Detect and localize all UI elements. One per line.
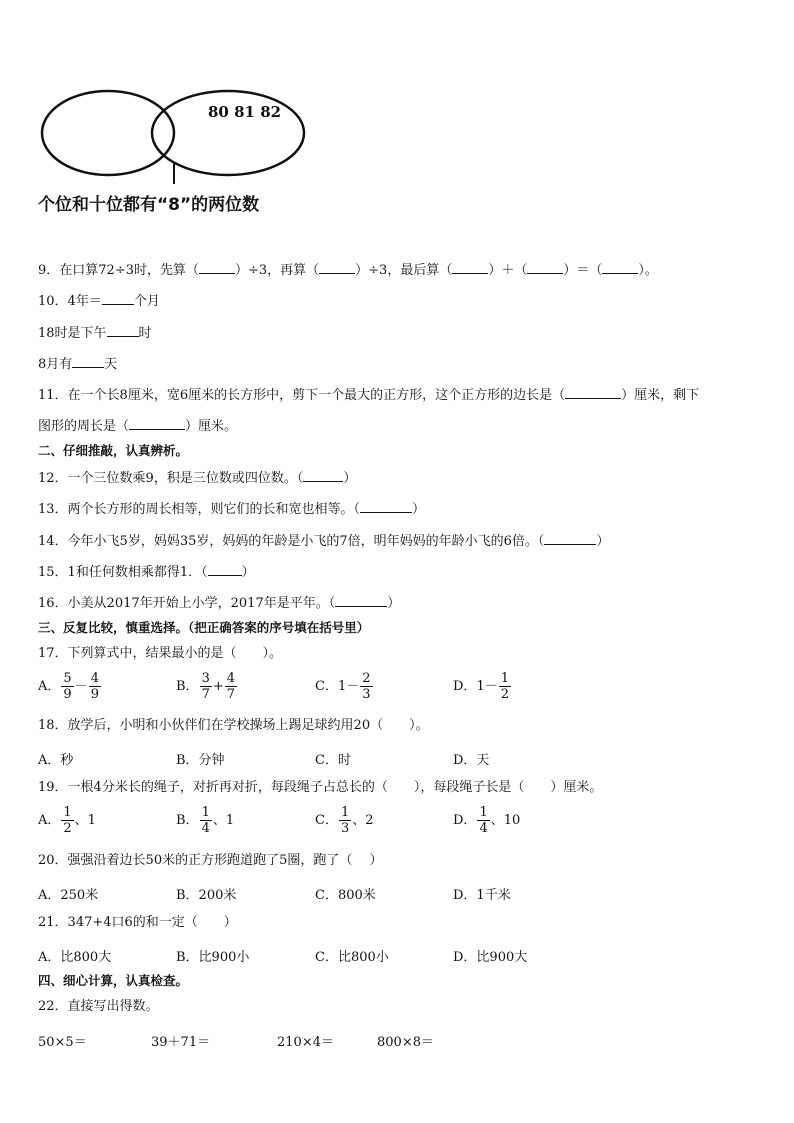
- q21-option-d[interactable]: D．比900大: [453, 950, 528, 965]
- q20-option-b[interactable]: B．200米: [176, 888, 237, 903]
- question-9: 9．在口算72÷3时，先算（ ）÷3，再算（ ）÷3，最后算（ ）＋（ ）＝（ ）。: [38, 263, 658, 278]
- answer-blank[interactable]: [602, 261, 638, 274]
- answer-blank[interactable]: [527, 261, 563, 274]
- answer-blank[interactable]: [107, 324, 139, 337]
- q18-option-d[interactable]: D．天: [453, 753, 490, 768]
- calc-item-4: 800×8＝: [377, 1035, 434, 1050]
- answer-blank[interactable]: [360, 500, 412, 513]
- question-11-line1: 11．在一个长8厘米，宽6厘米的长方形中，剪下一个最大的正方形，这个正方形的边长是（ ）厘米，剩下: [38, 388, 700, 403]
- question-21-stem: 21．347+4口6的和一定（ ）: [38, 915, 237, 930]
- fraction: $\frac{4}{7}$: [226, 671, 236, 702]
- answer-blank[interactable]: [335, 594, 387, 607]
- section-3-heading: 三、反复比较，慎重选择。（把正确答案的序号填在括号里）: [38, 620, 370, 635]
- q20-option-a[interactable]: A．250米: [38, 888, 99, 903]
- q19-option-b[interactable]: B． $\frac{1}{4}$ 、1: [176, 805, 235, 836]
- q19-option-a[interactable]: A． $\frac{1}{2}$ 、1: [38, 805, 96, 836]
- venn-numbers: 80 81 82: [208, 103, 282, 121]
- q20-option-d[interactable]: D．1千米: [453, 888, 511, 903]
- question-15: 15．1和任何数相乘都得1．（ ）: [38, 565, 255, 580]
- answer-blank[interactable]: [565, 386, 621, 399]
- section-2-heading: 二、仔细推敲，认真辨析。: [38, 443, 189, 458]
- question-16: 16．小美从2017年开始上小学，2017年是平年。（ ）: [38, 596, 401, 611]
- q21-option-c[interactable]: C．比800小: [315, 950, 389, 965]
- q18-option-a[interactable]: A．秒: [38, 753, 74, 768]
- q17-option-d[interactable]: D．1－ $\frac{1}{2}$: [453, 671, 509, 702]
- q18-option-c[interactable]: C．时: [315, 753, 351, 768]
- q19-option-d[interactable]: D． $\frac{1}{4}$ 、10: [453, 805, 521, 836]
- question-17-stem: 17．下列算式中，结果最小的是（ ）。: [38, 646, 283, 661]
- q17-option-b[interactable]: B． $\frac{3}{7}$ + $\frac{4}{7}$: [176, 671, 236, 702]
- answer-blank[interactable]: [319, 261, 355, 274]
- answer-blank[interactable]: [199, 261, 235, 274]
- calc-item-1: 50×5＝: [38, 1035, 87, 1050]
- question-13: 13．两个长方形的周长相等，则它们的长和宽也相等。（ ）: [38, 502, 426, 517]
- q19-option-c[interactable]: C． $\frac{1}{3}$ 、2: [315, 805, 374, 836]
- answer-blank[interactable]: [208, 563, 242, 576]
- fraction: $\frac{5}{9}$: [63, 671, 72, 702]
- q21-option-a[interactable]: A．比800大: [38, 950, 112, 965]
- fraction: $\frac{1}{3}$: [340, 805, 350, 836]
- venn-caption: 个位和十位都有“8”的两位数: [38, 195, 260, 215]
- question-14: 14．今年小飞5岁，妈妈35岁，妈妈的年龄是小飞的7倍，明年妈妈的年龄小飞的6倍。（ ）: [38, 534, 610, 549]
- fraction: $\frac{3}{7}$: [201, 671, 210, 702]
- question-12: 12．一个三位数乘9，积是三位数或四位数。（ ）: [38, 471, 357, 486]
- fraction: $\frac{1}{2}$: [500, 671, 509, 702]
- fraction: $\frac{4}{9}$: [90, 671, 99, 702]
- question-18-stem: 18．放学后，小明和小伙伴们在学校操场上踢足球约用20（ ）。: [38, 718, 429, 733]
- answer-blank[interactable]: [452, 261, 488, 274]
- fraction: $\frac{1}{4}$: [479, 805, 488, 836]
- q20-option-c[interactable]: C．800米: [315, 888, 376, 903]
- answer-blank[interactable]: [303, 469, 343, 482]
- q17-option-a[interactable]: A． $\frac{5}{9}$ － $\frac{4}{9}$: [38, 671, 99, 702]
- question-22-stem: 22．直接写出得数。: [38, 999, 159, 1014]
- q18-option-b[interactable]: B．分钟: [176, 753, 225, 768]
- venn-diagram: [38, 84, 310, 184]
- calc-item-3: 210×4＝: [277, 1035, 334, 1050]
- question-10-c: 8月有 天: [38, 357, 118, 372]
- section-4-heading: 四、细心计算，认真检查。: [38, 973, 189, 988]
- question-20-stem: 20．强强沿着边长50米的正方形跑道跑了5圈，跑了（ ）: [38, 853, 383, 868]
- calc-item-2: 39＋71＝: [151, 1035, 211, 1050]
- fraction: $\frac{2}{3}$: [362, 671, 371, 702]
- left-circle: [42, 91, 174, 175]
- question-19-stem: 19．一根4分米长的绳子，对折再对折，每段绳子占总长的（ ），每段绳子长是（ ）厘米。: [38, 780, 603, 795]
- q21-option-b[interactable]: B．比900小: [176, 950, 250, 965]
- fraction: $\frac{1}{4}$: [201, 805, 210, 836]
- answer-blank[interactable]: [72, 355, 104, 368]
- q17-option-c[interactable]: C．1－ $\frac{2}{3}$: [315, 671, 371, 702]
- fraction: $\frac{1}{2}$: [63, 805, 72, 836]
- question-11-line2: 图形的周长是（ ）厘米。: [38, 419, 238, 434]
- question-10-a: 10．4年＝ 个月: [38, 294, 160, 309]
- answer-blank[interactable]: [102, 292, 134, 305]
- question-10-b: 18时是下午 时: [38, 326, 152, 341]
- answer-blank[interactable]: [544, 532, 596, 545]
- answer-blank[interactable]: [129, 417, 185, 430]
